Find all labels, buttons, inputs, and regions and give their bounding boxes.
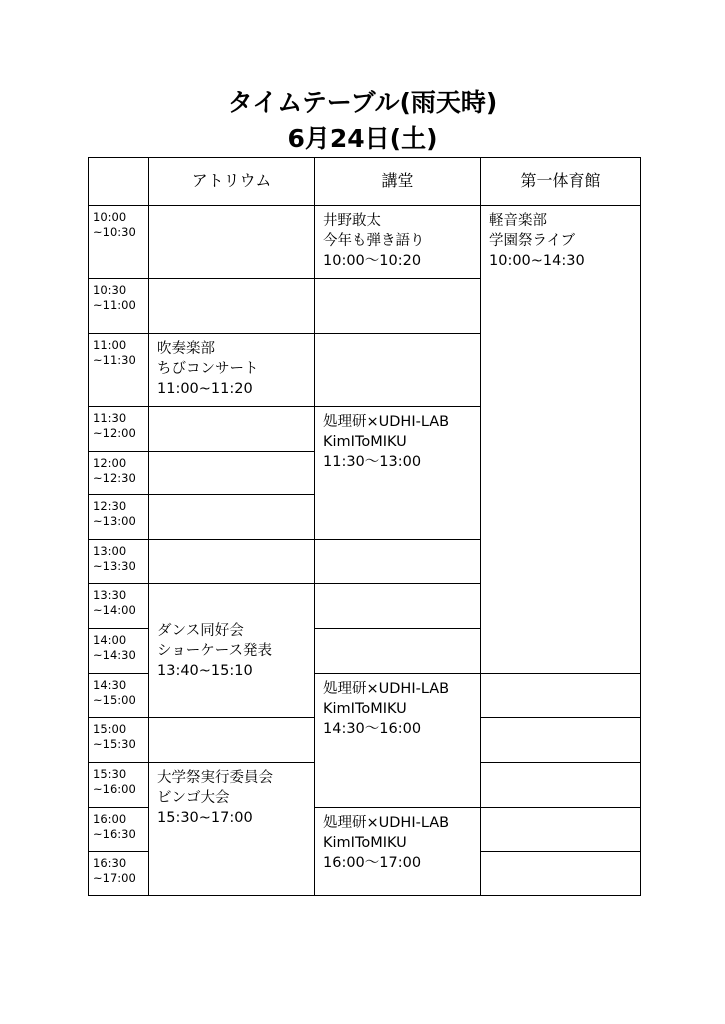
- time-slot: 10:30 ~11:00: [89, 279, 149, 334]
- event-cell: 処理研×UDHI-LAB KimIToMIKU 16:00〜17:00: [315, 808, 481, 896]
- empty-cell: [315, 540, 481, 584]
- empty-cell: [149, 452, 315, 495]
- time-slot: 14:00 ~14:30: [89, 629, 149, 674]
- empty-cell: [481, 718, 641, 763]
- time-slot: 13:00 ~13:30: [89, 540, 149, 584]
- header-auditorium: 講堂: [315, 158, 481, 206]
- header-gym: 第一体育館: [481, 158, 641, 206]
- event-cell: 処理研×UDHI-LAB KimIToMIKU 11:30〜13:00: [315, 407, 481, 540]
- time-slot: 13:30 ~14:00: [89, 584, 149, 629]
- time-slot: 14:30 ~15:00: [89, 674, 149, 718]
- table-row: [89, 206, 641, 279]
- page-title: タイムテーブル(雨天時): [227, 88, 498, 117]
- event-cell: 井野敢太 今年も弾き語り 10:00〜10:20: [315, 206, 481, 279]
- empty-cell: [481, 763, 641, 808]
- header-row: [89, 158, 641, 206]
- timetable: [88, 157, 641, 896]
- time-slot: 16:00 ~16:30: [89, 808, 149, 852]
- empty-cell: [481, 808, 641, 852]
- event-cell: 吹奏楽部 ちびコンサート 11:00~11:20: [149, 334, 315, 407]
- empty-cell: [315, 279, 481, 334]
- time-slot: 11:30 ~12:00: [89, 407, 149, 452]
- empty-cell: [481, 674, 641, 718]
- empty-cell: [149, 495, 315, 540]
- empty-cell: [315, 584, 481, 629]
- page-date: 6月24日(土): [287, 124, 438, 153]
- time-slot: 10:00 ~10:30: [89, 206, 149, 279]
- empty-cell: [315, 334, 481, 407]
- header-atrium: アトリウム: [149, 158, 315, 206]
- time-slot: 15:30 ~16:00: [89, 763, 149, 808]
- empty-cell: [149, 279, 315, 334]
- event-cell: 大学祭実行委員会 ビンゴ大会 15:30~17:00: [149, 763, 315, 896]
- empty-cell: [149, 206, 315, 279]
- event-cell: ダンス同好会 ショーケース発表 13:40~15:10: [149, 584, 315, 718]
- time-slot: 11:00 ~11:30: [89, 334, 149, 407]
- event-cell: 軽音楽部 学園祭ライブ 10:00~14:30: [481, 206, 641, 674]
- empty-cell: [481, 852, 641, 896]
- time-slot: 12:00 ~12:30: [89, 452, 149, 495]
- time-slot: 16:30 ~17:00: [89, 852, 149, 896]
- time-slot: 15:00 ~15:30: [89, 718, 149, 763]
- empty-cell: [149, 718, 315, 763]
- empty-cell: [149, 540, 315, 584]
- empty-cell: [315, 629, 481, 674]
- header-corner: [89, 158, 149, 206]
- time-slot: 12:30 ~13:00: [89, 495, 149, 540]
- empty-cell: [149, 407, 315, 452]
- event-cell: 処理研×UDHI-LAB KimIToMIKU 14:30〜16:00: [315, 674, 481, 808]
